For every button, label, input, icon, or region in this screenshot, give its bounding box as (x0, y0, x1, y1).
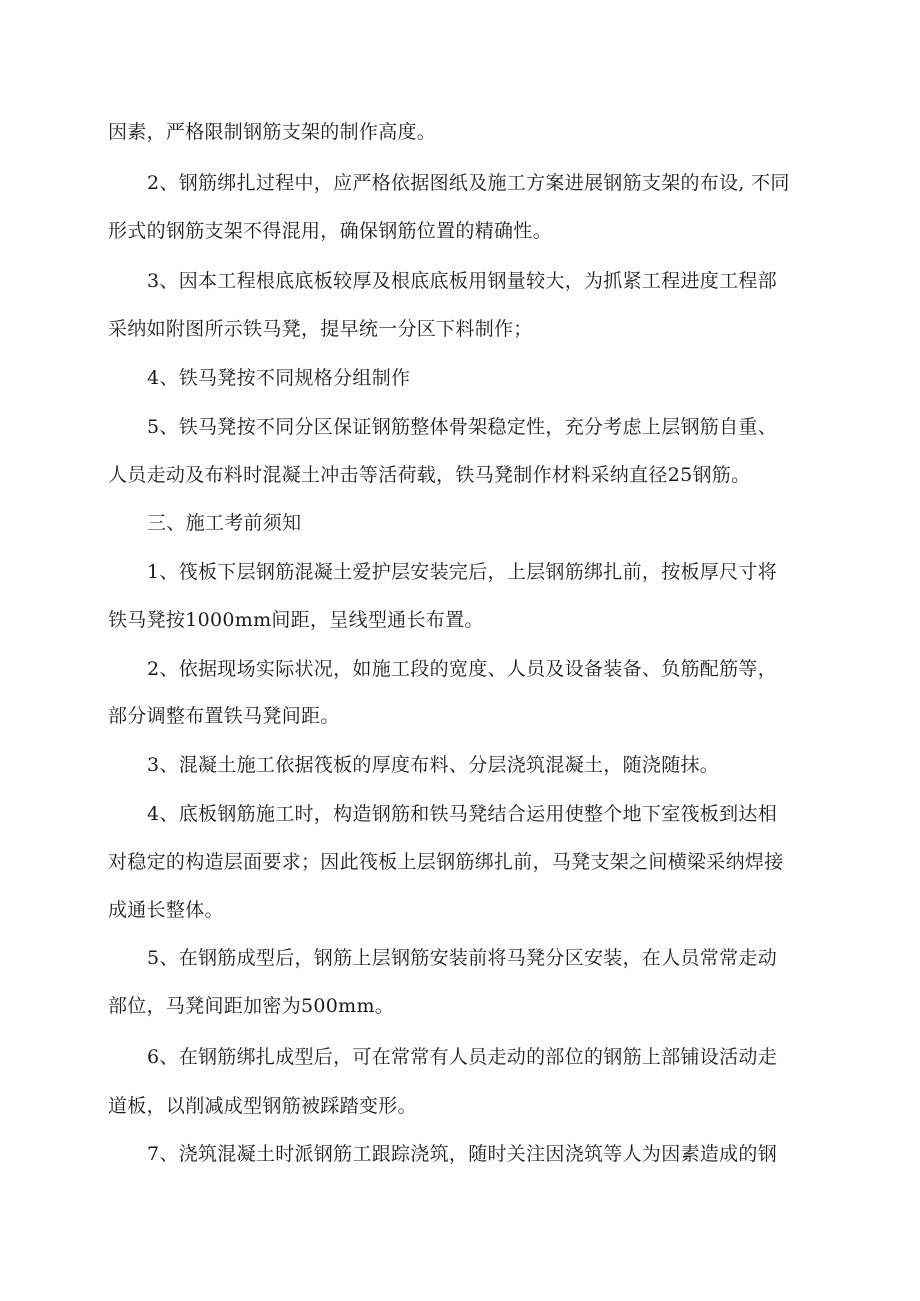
text-line: 铁马凳按1000mm间距，呈线型通长布置。 (108, 609, 484, 631)
text-line: 7、浇筑混凝土时派钢筋工跟踪浇筑，随时关注因浇筑等人为因素造成的钢 (147, 1143, 777, 1165)
text-line: 对稳定的构造层面要求；因此筏板上层钢筋绑扎前，马凳支架之间横梁采纳焊接 (108, 851, 784, 873)
text-line: 2、依据现场实际状况，如施工段的宽度、人员及设备装备、负筋配筋等， (147, 658, 777, 680)
text-line: 6、在钢筋绑扎成型后，可在常常有人员走动的部位的钢筋上部铺设活动走 (147, 1046, 777, 1068)
text-line: 5、在钢筋成型后，钢筋上层钢筋安装前将马凳分区安装，在人员常常走动 (147, 947, 777, 969)
text-line: 成通长整体。 (108, 899, 224, 921)
text-line: 人员走动及布料时混凝土冲击等活荷载，铁马凳制作材料采纳直径25钢筋。 (108, 464, 751, 486)
text-line: 部位，马凳间距加密为500mm。 (108, 995, 395, 1017)
text-line: 3、因本工程根底底板较厚及根底底板用钢量较大，为抓紧工程进度工程部 (147, 270, 777, 292)
text-line: 3、混凝土施工依据筏板的厚度布料、分层浇筑混凝土，随浇随抹。 (147, 754, 720, 776)
text-line: 道板，以削减成型钢筋被踩踏变形。 (108, 1095, 417, 1117)
text-line: 5、铁马凳按不同分区保证钢筋整体骨架稳定性，充分考虑上层钢筋自重、 (147, 416, 777, 438)
text-line: 4、底板钢筋施工时，构造钢筋和铁马凳结合运用使整个地下室筏板到达相 (147, 803, 777, 825)
text-line: 部分调整布置铁马凳间距。 (108, 705, 340, 727)
text-line: 形式的钢筋支架不得混用，确保钢筋位置的精确性。 (108, 220, 552, 242)
text-line: 采纳如附图所示铁马凳，提早统一分区下料制作； (108, 318, 533, 340)
text-line: 2、钢筋绑扎过程中，应严格依据图纸及施工方案进展钢筋支架的布设, 不同 (147, 172, 790, 194)
text-line: 因素，严格限制钢筋支架的制作高度。 (108, 121, 437, 143)
section-heading: 三、施工考前须知 (147, 512, 302, 534)
text-line: 4、铁马凳按不同规格分组制作 (147, 367, 411, 389)
text-line: 1、筏板下层钢筋混凝土爱护层安装完后，上层钢筋绑扎前，按板厚尺寸将 (147, 561, 777, 583)
